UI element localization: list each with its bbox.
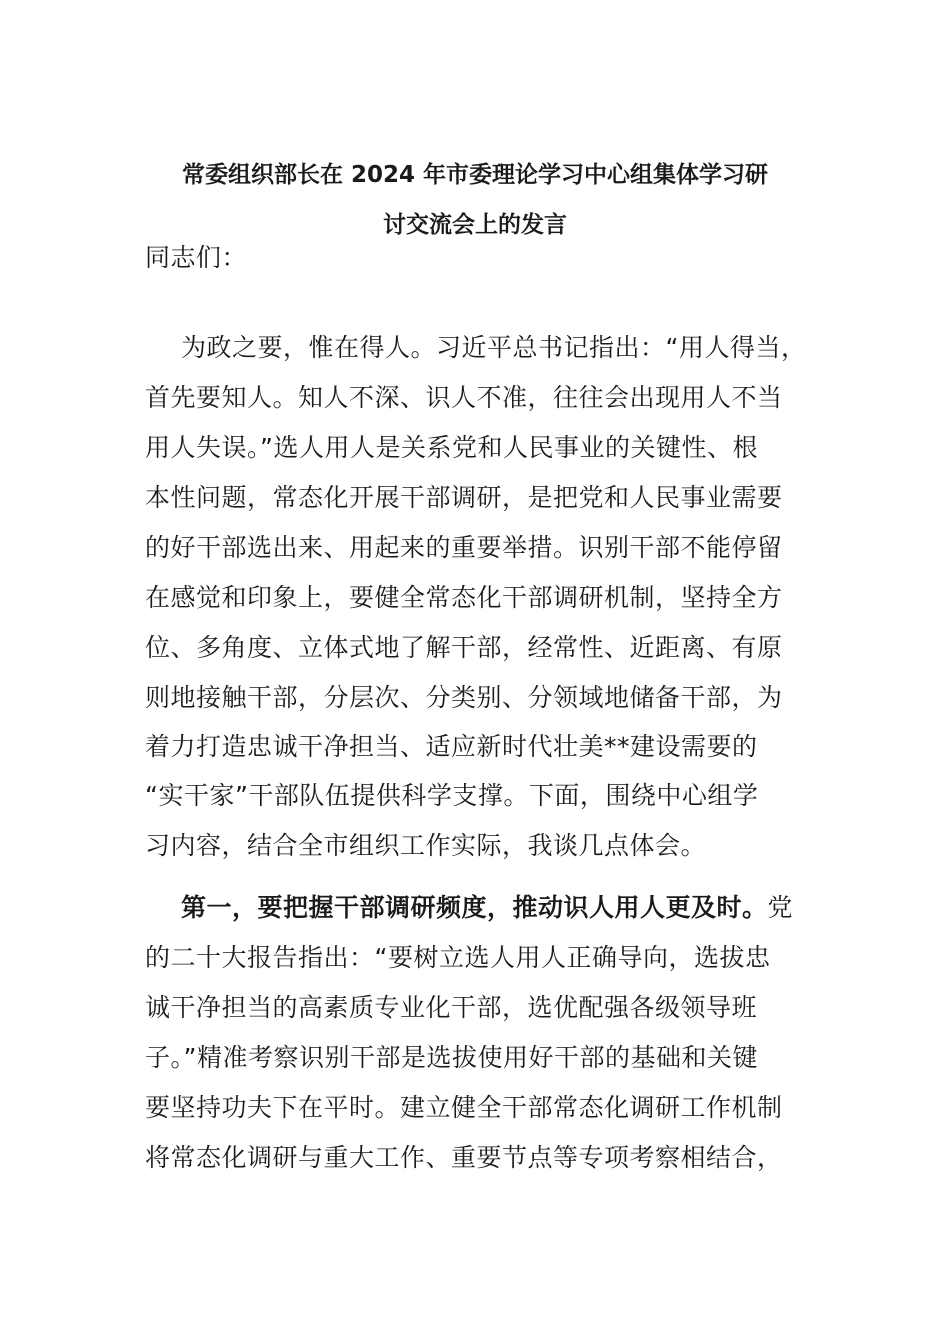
paragraph-1-line: 的好干部选出来、用起来的重要举措。识别干部不能停留	[145, 533, 783, 562]
paragraph-1-line: 本性问题，常态化开展干部调研，是把党和人民事业需要	[145, 483, 783, 512]
paragraph-2-line: 的二十大报告指出：“要树立选人用人正确导向，选拔忠	[145, 943, 771, 972]
paragraph-2-line: 将常态化调研与重大工作、重要节点等专项考察相结合，	[145, 1143, 783, 1172]
paragraph-1-line: 则地接触干部，分层次、分类别、分领域地储备干部，为	[145, 683, 783, 712]
paragraph-1-line: 着力打造忠诚干净担当、适应新时代壮美**建设需要的	[145, 732, 758, 761]
document-title-line-1: 常委组织部长在 2024 年市委理论学习中心组集体学习研	[181, 162, 769, 188]
paragraph-1-line: “实干家”干部队伍提供科学支撑。下面，围绕中心组学	[145, 781, 759, 810]
document-title-line-2: 讨交流会上的发言	[383, 212, 567, 238]
paragraph-2-line: 子。”精准考察识别干部是选拔使用好干部的基础和关键	[145, 1043, 758, 1072]
paragraph-2-first-line	[181, 891, 793, 925]
paragraph-2-line: 要坚持功夫下在平时。建立健全干部常态化调研工作机制	[145, 1093, 783, 1122]
paragraph-2-line: 诚干净担当的高素质专业化干部，选优配强各级领导班	[145, 993, 758, 1022]
paragraph-1-line: 为政之要，惟在得人。习近平总书记指出：“用人得当，	[181, 333, 807, 362]
salutation: 同志们：	[145, 243, 248, 272]
paragraph-1-line: 首先要知人。知人不深、识人不准，往往会出现用人不当	[145, 383, 783, 412]
paragraph-1-line: 用人失误。”选人用人是关系党和人民事业的关键性、根	[145, 433, 758, 462]
paragraph-1-line: 习内容，结合全市组织工作实际，我谈几点体会。	[145, 831, 707, 860]
paragraph-1-line: 在感觉和印象上，要健全常态化干部调研机制，坚持全方	[145, 583, 783, 612]
paragraph-2-heading: 第一，要把握干部调研频度，推动识人用人更及时。	[181, 893, 768, 922]
paragraph-2-first-rest: 党	[767, 893, 794, 922]
paragraph-1-line: 位、多角度、立体式地了解干部，经常性、近距离、有原	[145, 633, 783, 662]
